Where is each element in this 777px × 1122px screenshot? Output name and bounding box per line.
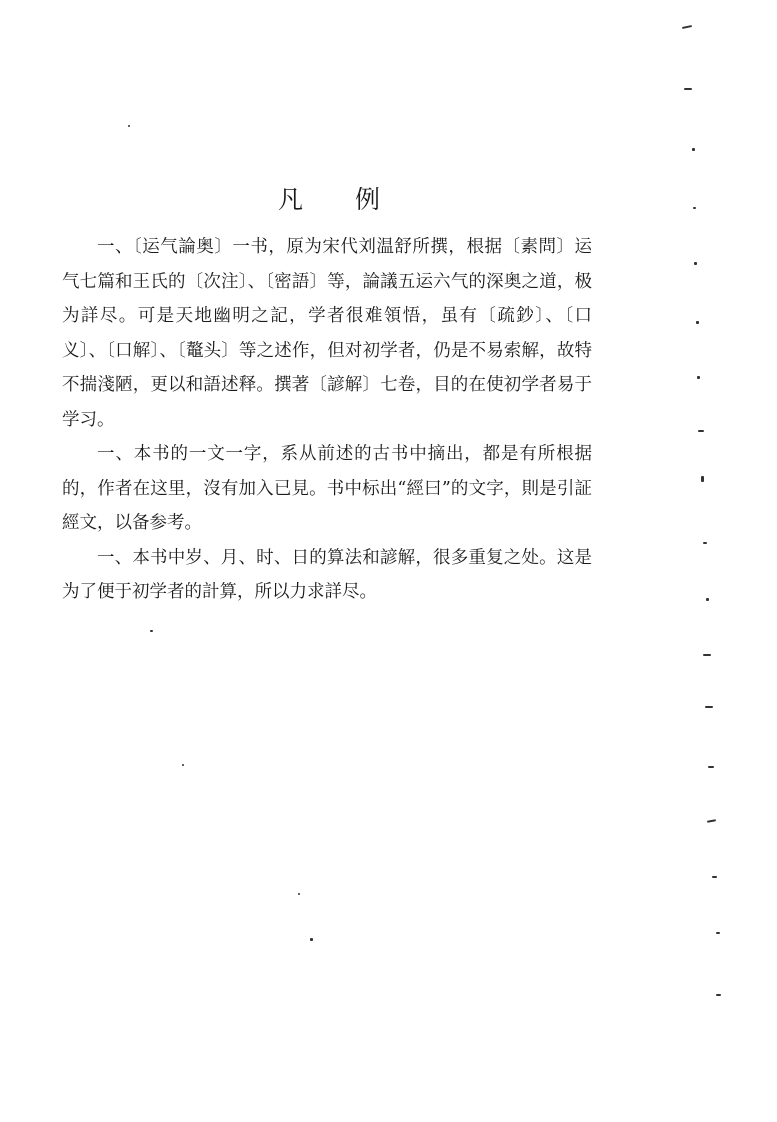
scan-speck [716,994,721,996]
scan-speck [693,207,696,209]
document-body [62,230,592,610]
scan-speck [696,321,699,324]
scan-speck [703,542,707,544]
paragraph-3: 一、本书中岁、月、时、日的算法和諺解，很多重复之处。这是为了便于初学者的計算，所以力求詳尽。 [62,547,592,602]
scan-speck [698,430,704,432]
scan-speck [701,476,704,482]
scan-speck [708,766,714,768]
scan-speck [128,125,130,127]
scan-speck [692,148,695,151]
scan-speck [707,819,716,823]
scan-speck [150,630,153,632]
scan-speck [712,876,717,878]
scan-speck [298,893,300,895]
scan-speck [684,88,692,90]
scan-speck [310,938,313,941]
scan-speck [182,764,184,766]
scan-speck [705,706,713,708]
paragraph-2: 一、本书的一文一字，系从前述的古书中摘出，都是有所根据的，作者在这里，沒有加入已見。书中标出“經曰”的文字，則是引証經文，以备参考。 [62,444,592,533]
scan-speck [703,654,711,656]
scan-speck [682,25,692,29]
scan-speck [697,376,700,379]
page-title: 凡 例 [278,185,402,214]
scan-speck [694,262,697,265]
scan-speck [706,598,709,601]
scan-speck [716,932,720,934]
paragraph-1: 一、〔运气論奥〕一书，原为宋代刘温舒所撰，根据〔素問〕运气七篇和王氏的〔次注〕、〔密語〕等，論議五运六气的深奥之道，极为詳尽。可是天地幽明之記，学者很难領悟，虽有〔疏鈔〕、〔口义〕、〔口解〕、〔鼇头〕等之述作，但对初学者，仍是不易索解，故特不揣淺陋，更以和語述释。撰著〔諺解〕七卷，目的在使初学者易于学习。 [62,237,592,430]
